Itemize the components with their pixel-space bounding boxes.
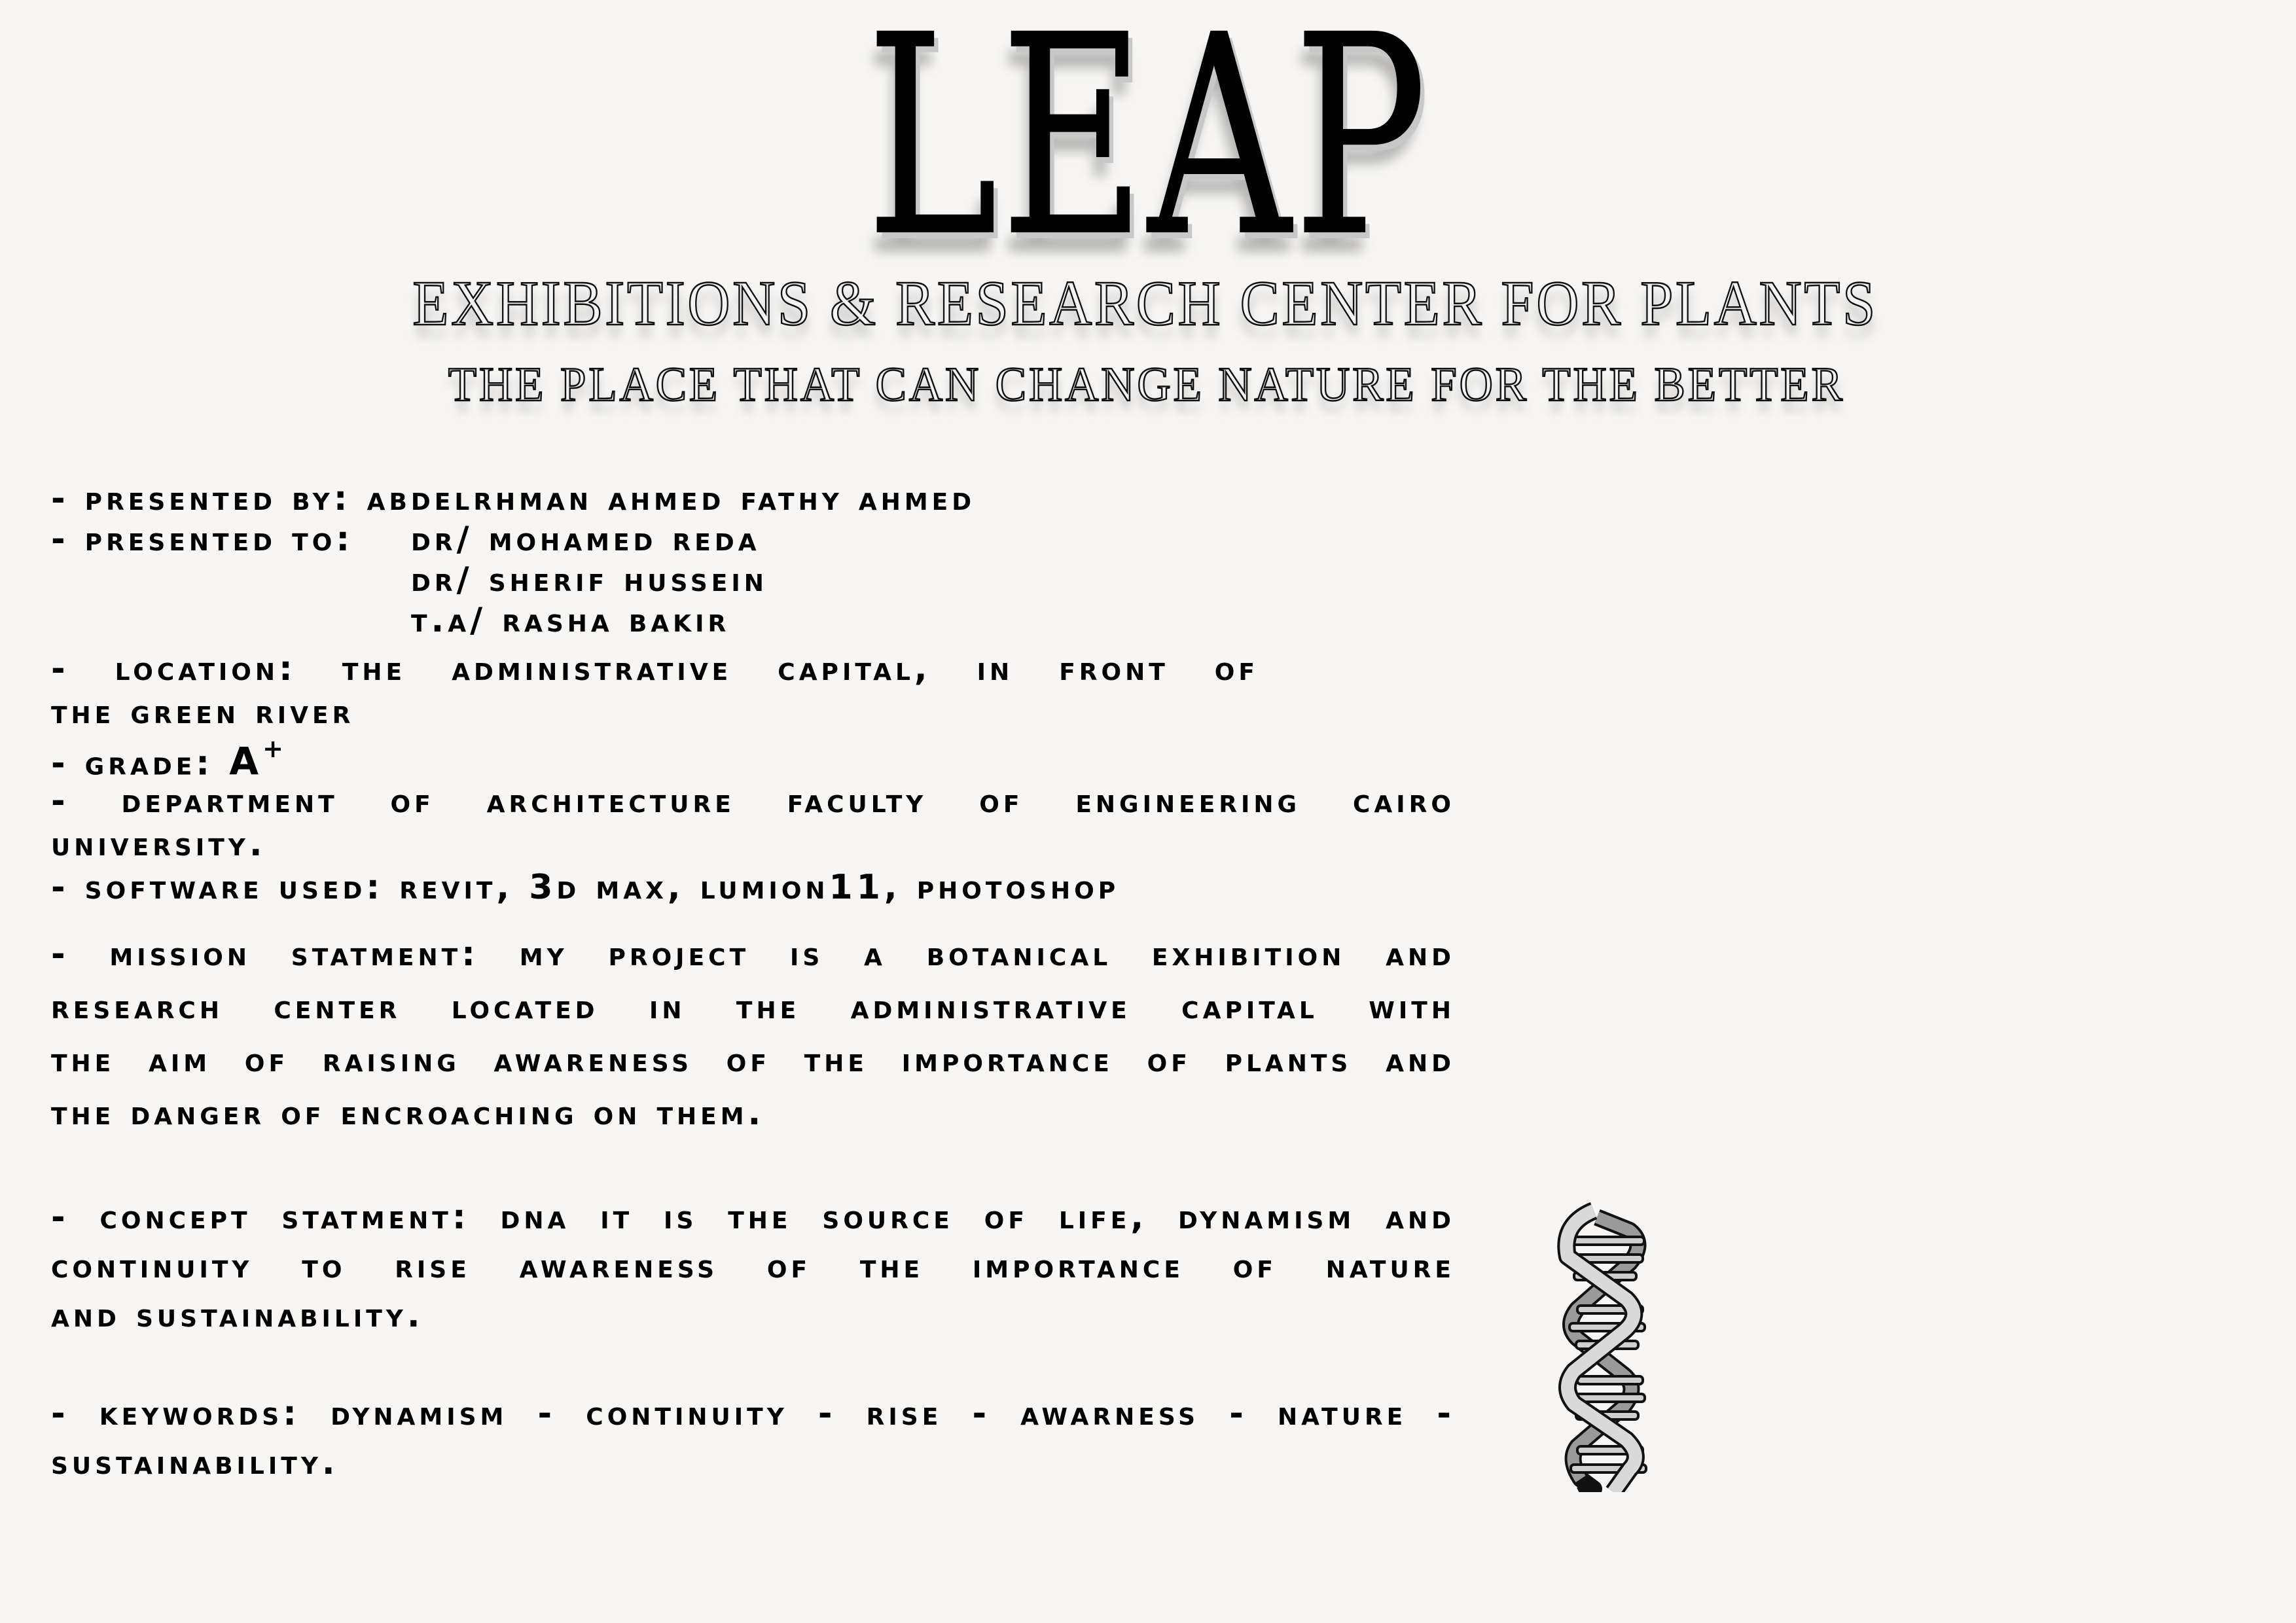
mission-line-3: the aim of raising awareness of the importance of plants and xyxy=(51,1041,1455,1080)
page-title xyxy=(321,0,1975,297)
keywords-line-1: - keywords: dynamism - continuity - rise - awarness - nature - xyxy=(51,1394,1455,1433)
presented-to-name-3: t.a/ rasha bakir xyxy=(411,601,730,640)
presented-by-row xyxy=(51,479,975,518)
department-line-2: university. xyxy=(51,825,266,864)
mission-line-4: the danger of encroaching on them. xyxy=(51,1094,765,1133)
page-tagline: THE PLACE THAT CAN CHANGE NATURE FOR THE BETTER xyxy=(448,358,1845,412)
presented-to-label: - presented to: xyxy=(51,520,354,559)
mission-line-2: research center located in the administrative capital with xyxy=(51,988,1455,1027)
concept-line-2: continuity to rise awareness of the importance of nature xyxy=(51,1247,1455,1286)
keywords-line-2: sustainability. xyxy=(51,1443,339,1482)
presented-by-label: - presented by: xyxy=(51,479,351,518)
grade-letter: A xyxy=(229,739,263,784)
grade-modifier: + xyxy=(262,734,287,763)
grade-row xyxy=(51,734,287,784)
dna-helix-icon xyxy=(1532,1191,1662,1492)
presented-to-name-2: dr/ sherif hussein xyxy=(411,560,768,599)
presented-to-name-1: dr/ mohamed reda xyxy=(411,520,761,559)
location-line-2: the green river xyxy=(51,692,355,732)
software-used: - software used: revit, 3d max, lumion11, photoshop xyxy=(51,868,1120,907)
title-text: LEAP xyxy=(866,0,1430,297)
grade-label: - grade: xyxy=(51,743,214,783)
department-line-1: - department of architecture faculty of engineering cairo xyxy=(51,781,1455,821)
page-subtitle: EXHIBITIONS & RESEARCH CENTER FOR PLANTS xyxy=(412,268,1878,339)
concept-line-1: - concept statment: dna it is the source of life, dynamism and xyxy=(51,1198,1455,1237)
mission-line-1: - mission statment: my project is a botanical exhibition and xyxy=(51,935,1455,974)
concept-line-3: and sustainability. xyxy=(51,1296,424,1335)
presented-by-value: abdelrhman ahmed fathy ahmed xyxy=(367,479,976,518)
location-line-1 xyxy=(51,649,1259,688)
location-text-1: - location: the administrative capital, in front of xyxy=(51,649,1259,688)
grade-value xyxy=(229,734,287,784)
